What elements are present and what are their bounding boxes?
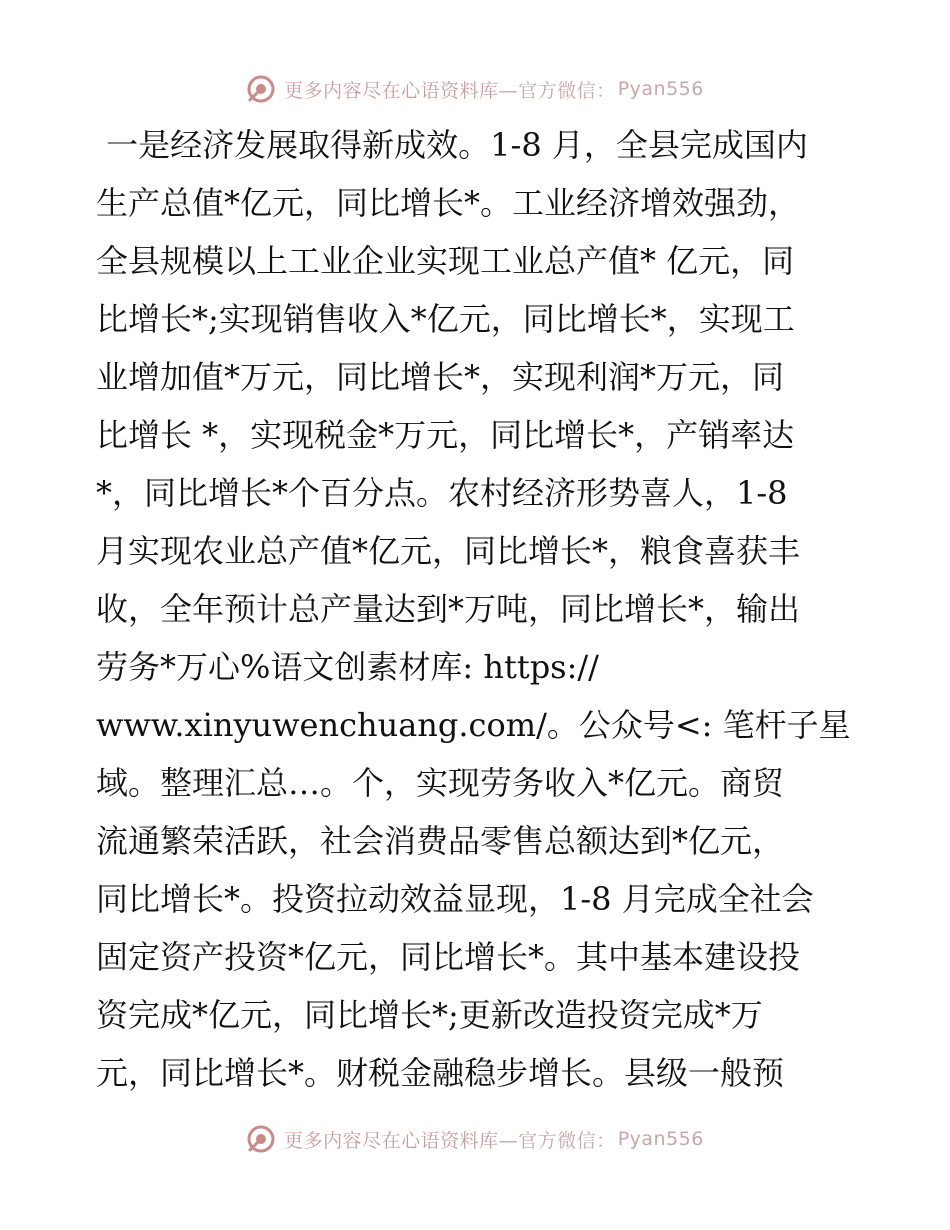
text-line: www.xinyuwenchuang.com/。公众号<: 笔杆子星 — [96, 706, 851, 744]
text-line: 固定资产投资*亿元，同比增长*。其中基本建设投 — [96, 938, 801, 976]
text-line: 劳务*万心%语文创素材库: https:// — [96, 648, 599, 686]
text-line: 生产总值*亿元，同比增长*。工业经济增效强劲， — [96, 184, 801, 222]
watermark-text-main: 更多内容尽在心语资料库 — [284, 1129, 499, 1152]
watermark-header — [0, 72, 950, 106]
text-line: 同比增长*。投资拉动效益显现，1-8 月完成全社会 — [96, 880, 814, 918]
text-line: 收，全年预计总产量达到*万吨，同比增长*，输出 — [96, 590, 801, 628]
watermark-text-main: 更多内容尽在心语资料库 — [284, 79, 499, 102]
text-line: 流通繁荣活跃，社会消费品零售总额达到*亿元， — [96, 822, 785, 860]
text-line: 资完成*亿元，同比增长*;更新改造投资完成*万 — [96, 996, 763, 1034]
text-line: *，同比增长*个百分点。农村经济形势喜人，1-8 — [96, 474, 788, 512]
document-body — [96, 116, 866, 1102]
watermark-footer — [0, 1122, 950, 1156]
watermark-text-sub: —官方微信： — [498, 1129, 616, 1152]
text-line: 比增长 *，实现税金*万元，同比增长*，产销率达 — [96, 416, 795, 454]
text-line: 元，同比增长*。财税金融稳步增长。县级一般预 — [96, 1054, 785, 1092]
watermark-text-sub: —官方微信： — [498, 79, 616, 102]
text-line: 一是经济发展取得新成效。1-8 月，全县完成国内 — [96, 126, 808, 164]
text-line: 业增加值*万元，同比增长*，实现利润*万元，同 — [96, 358, 785, 396]
watermark-wechat-id: Pyan556 — [617, 1128, 704, 1150]
logo-icon — [246, 74, 276, 104]
text-line: 全县规模以上工业企业实现工业总产值* 亿元，同 — [96, 242, 795, 280]
text-line: 月实现农业总产值*亿元，同比增长*，粮食喜获丰 — [96, 532, 801, 570]
watermark-wechat-id: Pyan556 — [617, 78, 704, 100]
logo-icon — [246, 1124, 276, 1154]
text-line: 比增长*;实现销售收入*亿元，同比增长*，实现工 — [96, 300, 795, 338]
text-line: 域。整理汇总…。个，实现劳务收入*亿元。商贸 — [96, 764, 785, 802]
